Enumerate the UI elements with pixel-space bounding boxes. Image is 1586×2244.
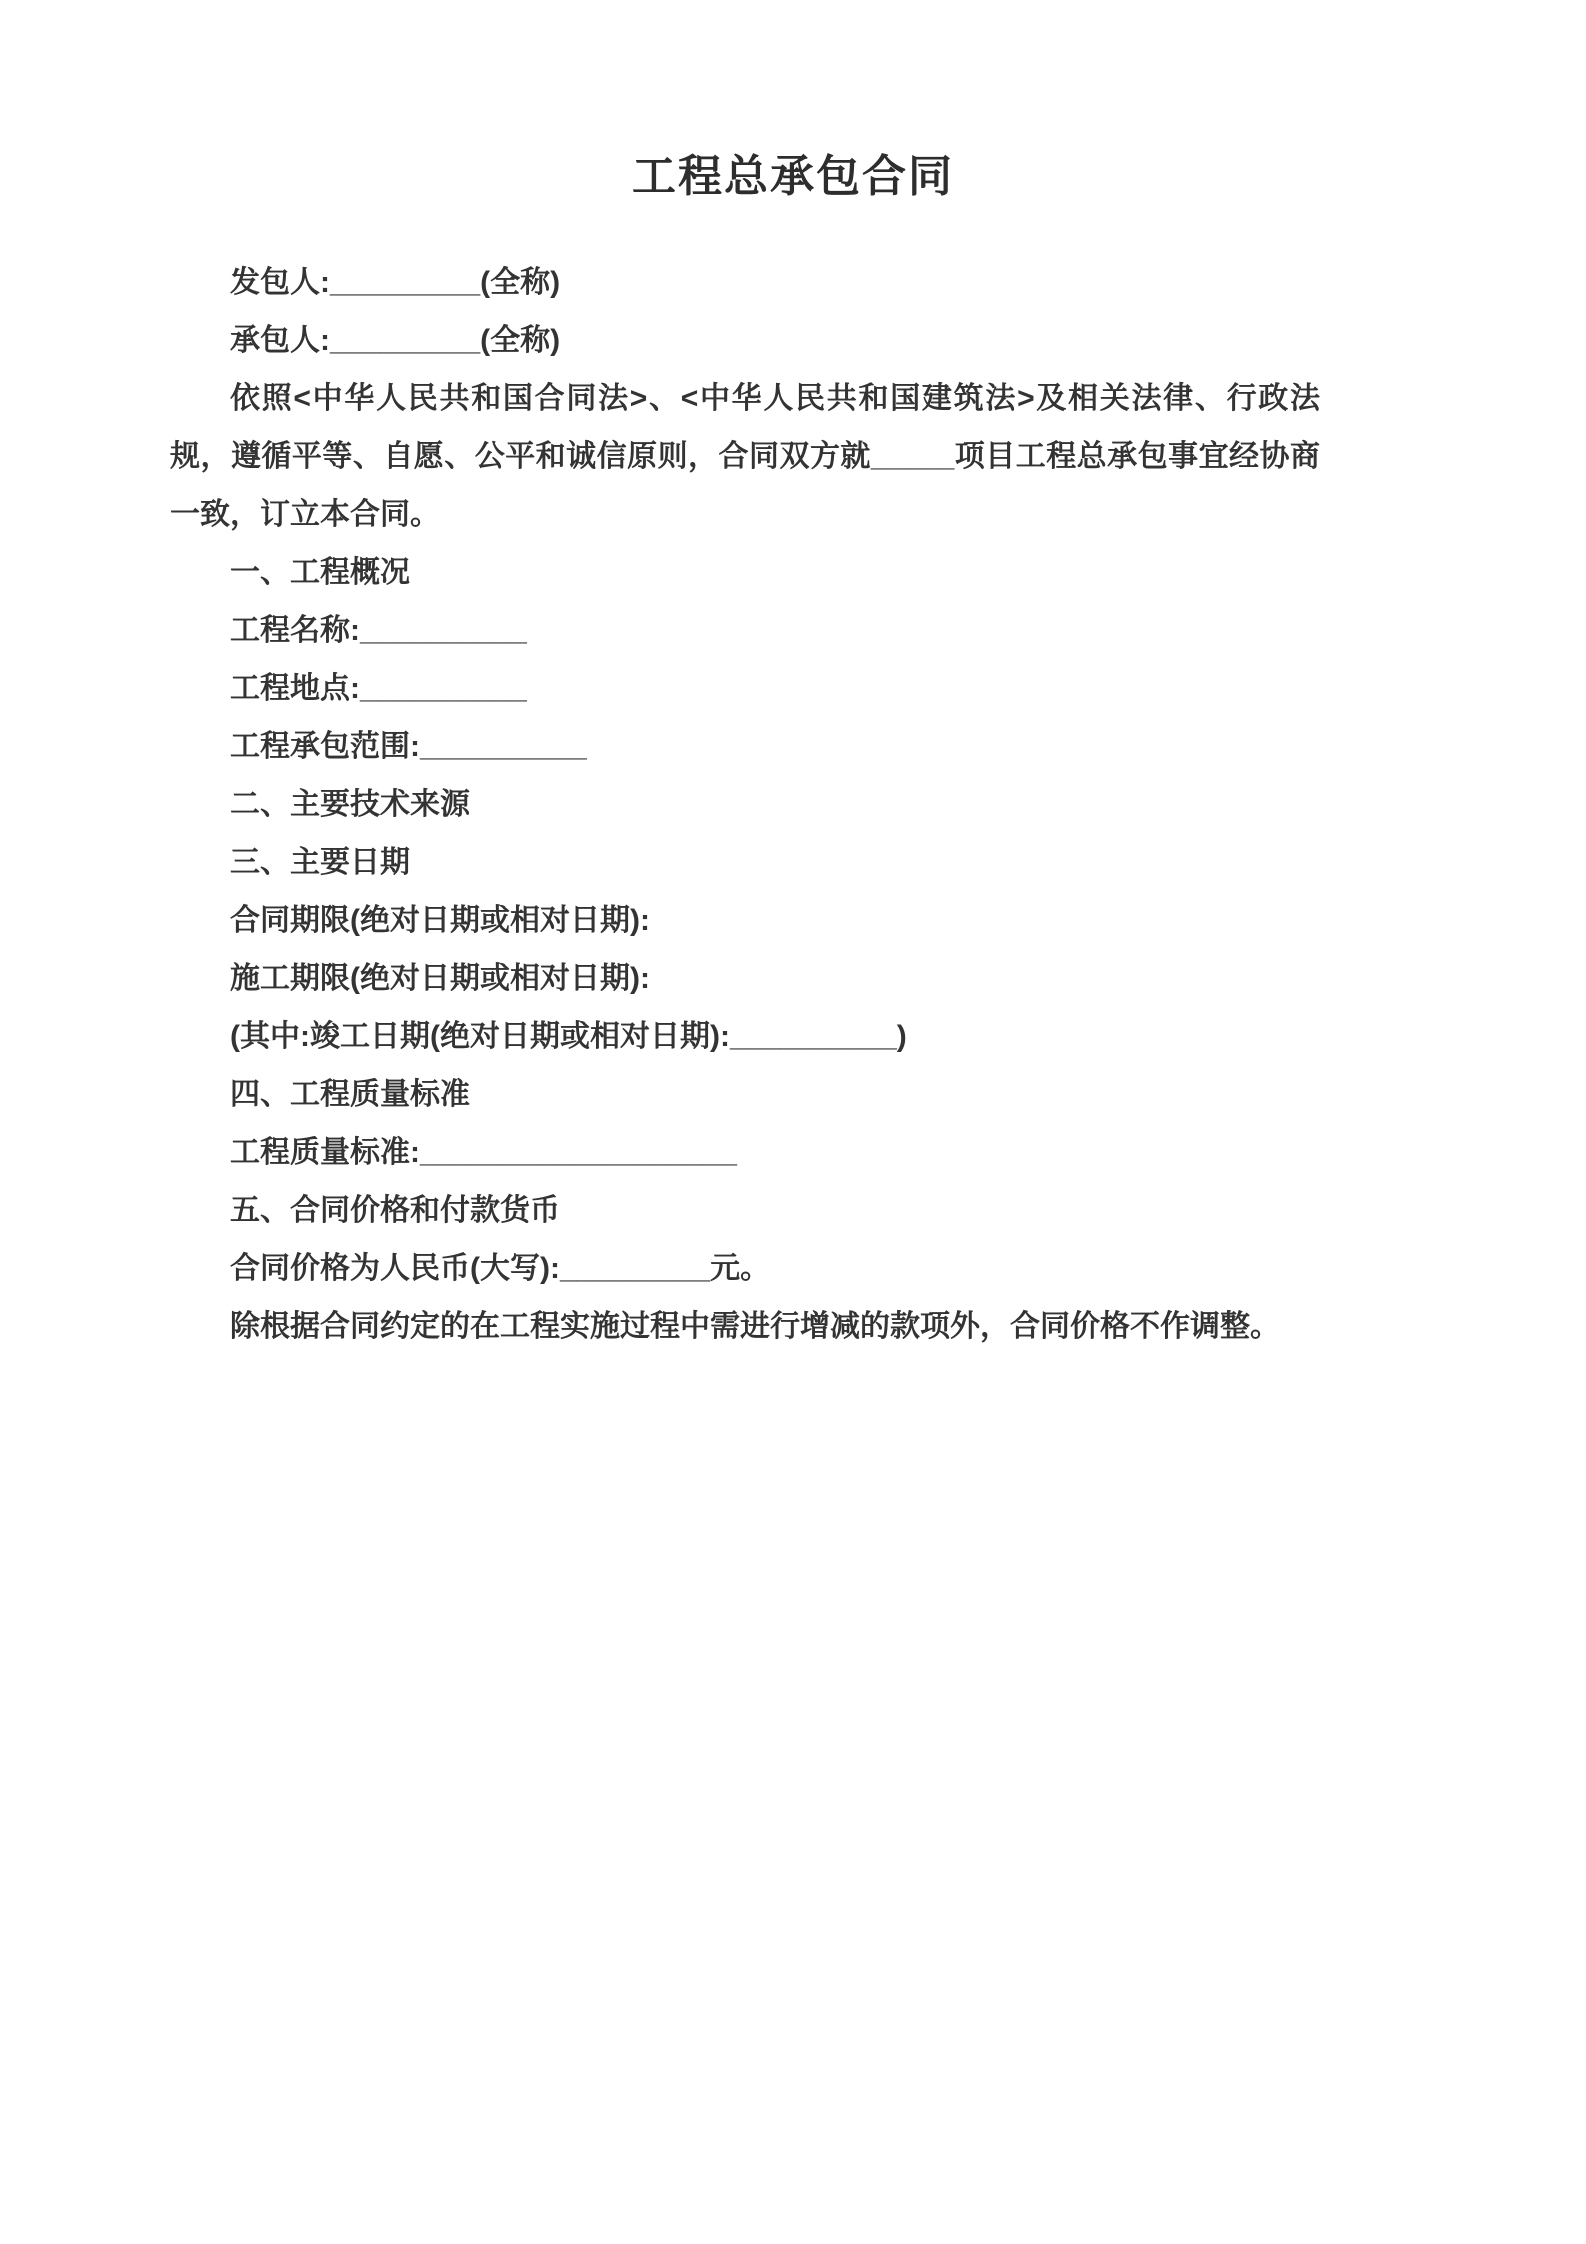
para-preamble: 依照<中华人民共和国合同法>、<中华人民共和国建筑法>及相关法律、行政法规，遵循平等、自愿、公平和诚信原则，合同双方就_____项目工程总承包事宜经协商一致，订立本合同。 <box>170 382 1320 531</box>
para-contract-scope: 工程承包范围:__________ <box>230 730 587 763</box>
heading-price-currency: 五、合同价格和付款货币 <box>230 1194 560 1227</box>
document-body <box>0 204 1586 1356</box>
heading-technology-source: 二、主要技术来源 <box>230 788 470 821</box>
heading-project-overview: 一、工程概况 <box>230 556 410 589</box>
para-employer: 发包人:_________(全称) <box>230 266 561 299</box>
para-contract-price: 合同价格为人民币(大写):_________元。 <box>230 1252 771 1285</box>
heading-quality-standard: 四、工程质量标准 <box>230 1078 470 1111</box>
para-completion-date: (其中:竣工日期(绝对日期或相对日期):__________) <box>230 1020 907 1053</box>
para-contractor: 承包人:_________(全称) <box>230 324 561 357</box>
para-construction-term: 施工期限(绝对日期或相对日期): <box>230 962 650 995</box>
heading-key-dates: 三、主要日期 <box>230 846 410 879</box>
para-project-location: 工程地点:__________ <box>230 672 527 705</box>
para-price-adjustment: 除根据合同约定的在工程实施过程中需进行增减的款项外，合同价格不作调整。 <box>230 1310 1280 1343</box>
document-title: 工程总承包合同 <box>632 152 954 201</box>
para-project-name: 工程名称:__________ <box>230 614 527 647</box>
para-quality-standard: 工程质量标准:___________________ <box>230 1136 737 1169</box>
para-contract-term: 合同期限(绝对日期或相对日期): <box>230 904 650 937</box>
